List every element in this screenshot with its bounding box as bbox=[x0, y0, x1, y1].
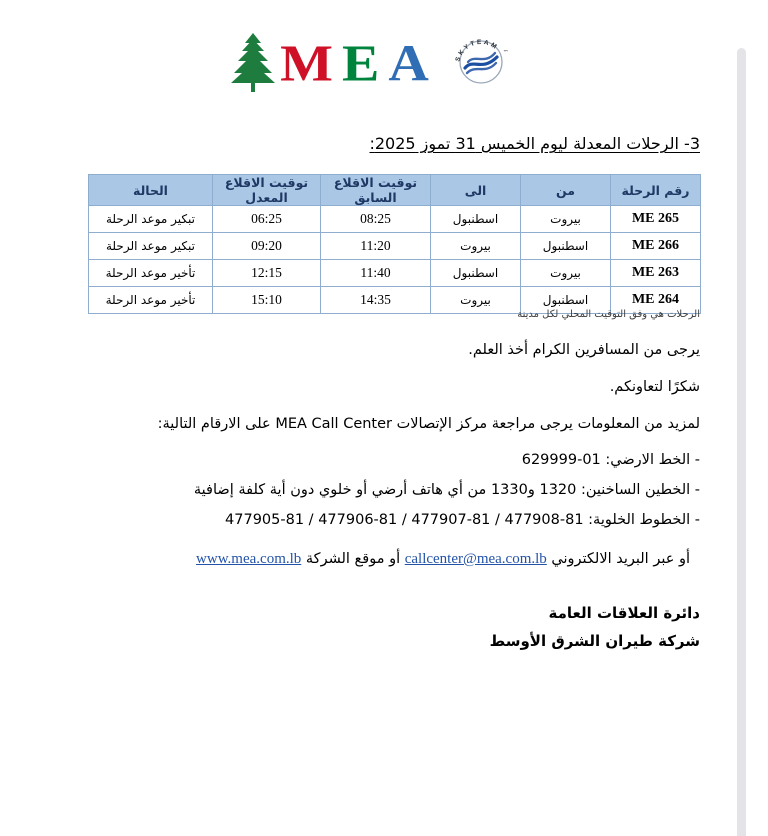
origin-cell: اسطنبول bbox=[521, 233, 611, 260]
mobile-lines-contact: - الخطوط الخلوية: 81-477908 / 81-477907 / 81-477906 / 81-477905 bbox=[225, 512, 700, 528]
flight-number-cell: ME 264 bbox=[611, 287, 701, 314]
landline-contact: - الخط الارضي: 01-629999 bbox=[521, 452, 700, 468]
section-heading: 3- الرحلات المعدلة ليوم الخميس 31 تموز 2025: bbox=[369, 134, 700, 153]
table-row bbox=[89, 206, 701, 233]
origin-cell: اسطنبول bbox=[521, 287, 611, 314]
thanks-line: شكرًا لتعاونكم. bbox=[609, 379, 700, 395]
call-center-intro: لمزيد من المعلومات يرجى مراجعة مركز الإتصالات MEA Call Center على الارقام التالية: bbox=[157, 416, 700, 432]
email-link[interactable]: callcenter@mea.com.lb bbox=[404, 551, 547, 567]
skyteam-label: SKYTEAM bbox=[454, 38, 500, 63]
modified-time-cell: 12:15 bbox=[213, 260, 321, 287]
col-header-flight-number: رقم الرحلة bbox=[611, 175, 701, 206]
status-cell: تبكير موعد الرحلة bbox=[89, 206, 213, 233]
local-time-note: الرحلات هي وفق التوقيت المحلي لكل مدينة bbox=[517, 309, 700, 320]
flight-number-cell: ME 266 bbox=[611, 233, 701, 260]
col-header-from: من bbox=[521, 175, 611, 206]
previous-time-cell: 11:40 bbox=[321, 260, 431, 287]
signature-department: دائرة العلاقات العامة bbox=[548, 604, 700, 622]
table-header-row bbox=[89, 175, 701, 206]
previous-time-cell: 14:35 bbox=[321, 287, 431, 314]
col-header-to: الى bbox=[431, 175, 521, 206]
flights-table bbox=[88, 174, 701, 314]
destination-cell: بيروت bbox=[431, 287, 521, 314]
website-prefix-text: أو موقع الشركة bbox=[305, 551, 401, 567]
email-prefix-text: أو عبر البريد الالكتروني bbox=[551, 551, 690, 567]
col-header-status: الحالة bbox=[89, 175, 213, 206]
trademark-symbol: ™ bbox=[502, 50, 509, 56]
destination-cell: اسطنبول bbox=[431, 206, 521, 233]
table-row bbox=[89, 260, 701, 287]
mea-logo-text bbox=[280, 35, 438, 93]
mea-letter-a: A bbox=[388, 35, 438, 93]
origin-cell: بيروت bbox=[521, 206, 611, 233]
cedar-tree-icon bbox=[230, 32, 276, 94]
modified-time-cell: 15:10 bbox=[213, 287, 321, 314]
table-row bbox=[89, 233, 701, 260]
origin-cell: بيروت bbox=[521, 260, 611, 287]
previous-time-cell: 11:20 bbox=[321, 233, 431, 260]
mea-letter-e: E bbox=[342, 35, 389, 93]
destination-cell: بيروت bbox=[431, 233, 521, 260]
mea-logo bbox=[0, 30, 740, 98]
status-cell: تأخير موعد الرحلة bbox=[89, 287, 213, 314]
mea-letter-m: M bbox=[280, 35, 343, 93]
destination-cell: اسطنبول bbox=[431, 260, 521, 287]
col-header-previous-departure: توقيت الاقلاع السابق bbox=[321, 175, 431, 206]
hotline-contact: - الخطين الساخنين: 1320 و1330 من أي هاتف أرضي أو خلوي دون أية كلفة إضافية bbox=[193, 482, 700, 498]
acknowledgement-line: يرجى من المسافرين الكرام أخذ العلم. bbox=[468, 342, 700, 358]
signature-company: شركة طيران الشرق الأوسط bbox=[489, 632, 700, 650]
flight-number-cell: ME 265 bbox=[611, 206, 701, 233]
col-header-modified-departure: توقيت الاقلاع المعدل bbox=[213, 175, 321, 206]
flight-number-cell: ME 263 bbox=[611, 260, 701, 287]
status-cell: تبكير موعد الرحلة bbox=[89, 233, 213, 260]
website-link[interactable]: www.mea.com.lb bbox=[196, 551, 302, 567]
email-website-line bbox=[196, 551, 690, 568]
status-cell: تأخير موعد الرحلة bbox=[89, 260, 213, 287]
modified-time-cell: 09:20 bbox=[213, 233, 321, 260]
scrollbar-thumb[interactable] bbox=[737, 48, 746, 836]
modified-time-cell: 06:25 bbox=[213, 206, 321, 233]
skyteam-logo bbox=[452, 30, 510, 88]
previous-time-cell: 08:25 bbox=[321, 206, 431, 233]
